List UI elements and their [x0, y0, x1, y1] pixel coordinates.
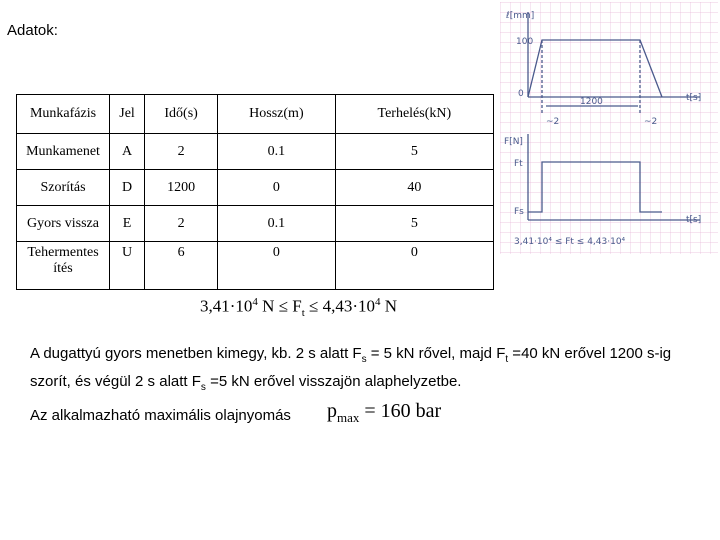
max-pressure-formula: $p_{max} = 160$ bar: [327, 400, 442, 425]
table-cell: 0.1: [218, 206, 336, 242]
table-cell: Munkamenet: [17, 134, 110, 170]
heading: Adatok:: [7, 22, 58, 39]
sketch-label: 1200: [580, 97, 603, 107]
max-pressure-label: Az alkalmazható maximális olajnyomás: [30, 407, 291, 424]
table-row: [17, 170, 494, 206]
table-header-row: [17, 95, 494, 134]
description-paragraph: A dugattyú gyors menetben kimegy, kb. 2 s alatt $F_s = 5$ kN rővel, majd $F_t =40$ kN erővel 1200 s-ig szorít, és végül 2 s alatt $F_s =5$ kN erővel visszajön alaphelyzetbe.: [30, 345, 672, 393]
sketch-label: ~2: [644, 117, 658, 127]
table-cell: D: [110, 170, 145, 206]
table-cell: 0: [218, 242, 336, 290]
sketch-label: 0: [518, 89, 524, 99]
sketch-label: F[N]: [504, 137, 523, 147]
table-header-cell: Idő(s): [145, 95, 218, 134]
table-cell: 0: [218, 170, 336, 206]
sketch-label: t[s]: [686, 215, 702, 225]
table-row: [17, 242, 494, 290]
table-cell: 5: [335, 134, 493, 170]
table-cell: 6: [145, 242, 218, 290]
table-cell: 40: [335, 170, 493, 206]
table-row: [17, 206, 494, 242]
sketch-label: Ft: [514, 159, 523, 169]
table-cell: 0: [335, 242, 493, 290]
table-row: [17, 134, 494, 170]
table-cell: U: [110, 242, 145, 290]
sketch-label: ℓ[mm]: [506, 11, 535, 21]
table-cell: A: [110, 134, 145, 170]
handwritten-sketch: [500, 2, 718, 254]
table-header-cell: Jel: [110, 95, 145, 134]
table-cell: 1200: [145, 170, 218, 206]
force-inequality: $3,41\cdot 10^4$ $N \le F_t \le 4,43\cdot 10^4$ N: [200, 296, 398, 320]
table-cell: 0.1: [218, 134, 336, 170]
table-header-cell: Hossz(m): [218, 95, 336, 134]
sketch-label: 100: [516, 37, 534, 47]
sketch-label: ~2: [546, 117, 560, 127]
table-cell: Tehermentes ítés: [17, 242, 110, 290]
table-cell: 2: [145, 206, 218, 242]
sketch-label: Fs: [514, 207, 524, 217]
table-cell: 5: [335, 206, 493, 242]
table-cell: E: [110, 206, 145, 242]
sketch-label: 3,41·10⁴ ≤ Ft ≤ 4,43·10⁴: [514, 237, 626, 247]
table-header-cell: Munkafázis: [17, 95, 110, 134]
table-cell: Gyors vissza: [17, 206, 110, 242]
table-cell: 2: [145, 134, 218, 170]
data-table: [16, 94, 494, 290]
table-header-cell: Terhelés(kN): [335, 95, 493, 134]
table-cell: Szorítás: [17, 170, 110, 206]
sketch-label: t[s]: [686, 93, 702, 103]
